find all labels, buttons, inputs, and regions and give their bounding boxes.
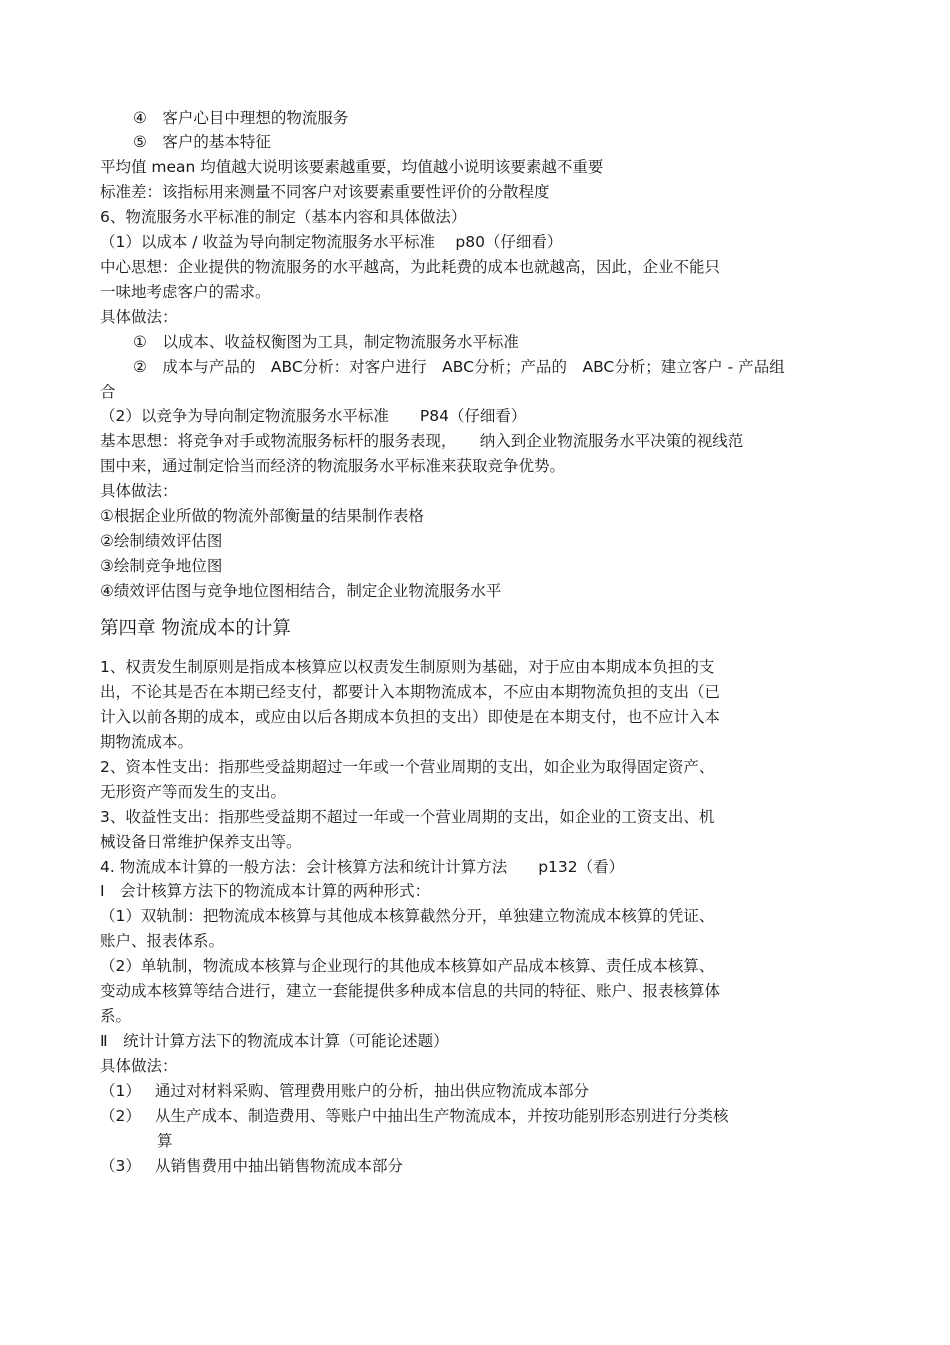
text-line: ③绘制竞争地位图 (100, 557, 223, 575)
text-line: 期物流成本。 (100, 733, 194, 751)
text-line: 2、资本性支出：指那些受益期超过一年或一个营业周期的支出，如企业为取得固定资产、 (100, 758, 715, 776)
text-line: ④ 客户心目中理想的物流服务 (133, 109, 349, 127)
text-line: （1）以成本 / 收益为导向制定物流服务水平标准 p80（仔细看） (100, 233, 563, 251)
text-line: 一味地考虑客户的需求。 (100, 283, 271, 301)
text-line: ②绘制绩效评估图 (100, 532, 223, 550)
list-number: （1） (100, 1082, 141, 1100)
text-line: 账户、报表体系。 (100, 932, 225, 950)
text-line: 平均值 mean 均值越大说明该要素越重要，均值越小说明该要素越不重要 (100, 158, 604, 176)
list-number: （2） (100, 1107, 141, 1125)
text-line: 变动成本核算等结合进行，建立一套能提供多种成本信息的共同的特征、账户、报表核算体 (100, 982, 721, 1000)
text-line: 标准差：该指标用来测量不同客户对该要素重要性评价的分散程度 (100, 183, 550, 201)
text-line: 基本思想：将竞争对手或物流服务标杆的服务表现， 纳入到企业物流服务水平决策的视线范 (100, 432, 744, 450)
text-line: ① 以成本、收益权衡图为工具，制定物流服务水平标准 (133, 333, 519, 351)
text-line: 出，不论其是否在本期已经支付，都要计入本期物流成本，不应由本期物流负担的支出（已 (100, 683, 721, 701)
text-line: 械设备日常维护保养支出等。 (100, 833, 302, 851)
chapter-heading: 第四章 物流成本的计算 (100, 618, 291, 639)
list-text-continuation: 算 (157, 1132, 173, 1150)
list-number: （3） (100, 1157, 141, 1175)
text-line: （1）双轨制：把物流成本核算与其他成本核算截然分开，单独建立物流成本核算的凭证、 (100, 907, 715, 925)
text-line: ④绩效评估图与竞争地位图相结合，制定企业物流服务水平 (100, 582, 502, 600)
text-line: 计入以前各期的成本，或应由以后各期成本负担的支出）即使是在本期支付，也不应计入本 (100, 708, 721, 726)
text-line: （2）单轨制，物流成本核算与企业现行的其他成本核算如产品成本核算、责任成本核算、 (100, 957, 715, 975)
list-item (100, 1105, 729, 1127)
text-line: 4. 物流成本计算的一般方法：会计核算方法和统计计算方法 p132（看） (100, 858, 625, 876)
text-line: 具体做法： (100, 1057, 178, 1075)
text-line: 具体做法： (100, 482, 178, 500)
text-line: 3、收益性支出：指那些受益期不超过一年或一个营业周期的支出，如企业的工资支出、机 (100, 808, 715, 826)
text-line: ①根据企业所做的物流外部衡量的结果制作表格 (100, 507, 424, 525)
text-line: Ⅱ 统计计算方法下的物流成本计算（可能论述题） (100, 1032, 449, 1050)
text-line: （2）以竞争为导向制定物流服务水平标准 P84（仔细看） (100, 407, 527, 425)
list-text: 从销售费用中抽出销售物流成本部分 (155, 1157, 404, 1175)
text-line: 无形资产等而发生的支出。 (100, 783, 287, 801)
text-line: Ⅰ 会计核算方法下的物流成本计算的两种形式： (100, 882, 431, 900)
section-heading: 6、物流服务水平标准的制定（基本内容和具体做法） (100, 208, 467, 226)
list-text: 通过对材料采购、管理费用账户的分析，抽出供应物流成本部分 (155, 1082, 590, 1100)
list-text: 从生产成本、制造费用、等账户中抽出生产物流成本，并按功能别形态别进行分类核 (155, 1107, 729, 1125)
list-item (100, 1155, 403, 1177)
text-line: 1、权责发生制原则是指成本核算应以权责发生制原则为基础，对于应由本期成本负担的支 (100, 658, 715, 676)
text-line: 系。 (100, 1007, 132, 1025)
list-item (100, 1080, 589, 1102)
text-line: 围中来，通过制定恰当而经济的物流服务水平标准来获取竞争优势。 (100, 457, 566, 475)
text-line: 中心思想：企业提供的物流服务的水平越高，为此耗费的成本也就越高，因此，企业不能只 (100, 258, 721, 276)
text-line: 合 (100, 383, 116, 401)
text-line: ⑤ 客户的基本特征 (133, 133, 271, 151)
text-line: ② 成本与产品的 ABC分析：对客户进行 ABC分析；产品的 ABC分析；建立客户 - 产品组 (133, 358, 785, 376)
text-line: 具体做法： (100, 308, 178, 326)
